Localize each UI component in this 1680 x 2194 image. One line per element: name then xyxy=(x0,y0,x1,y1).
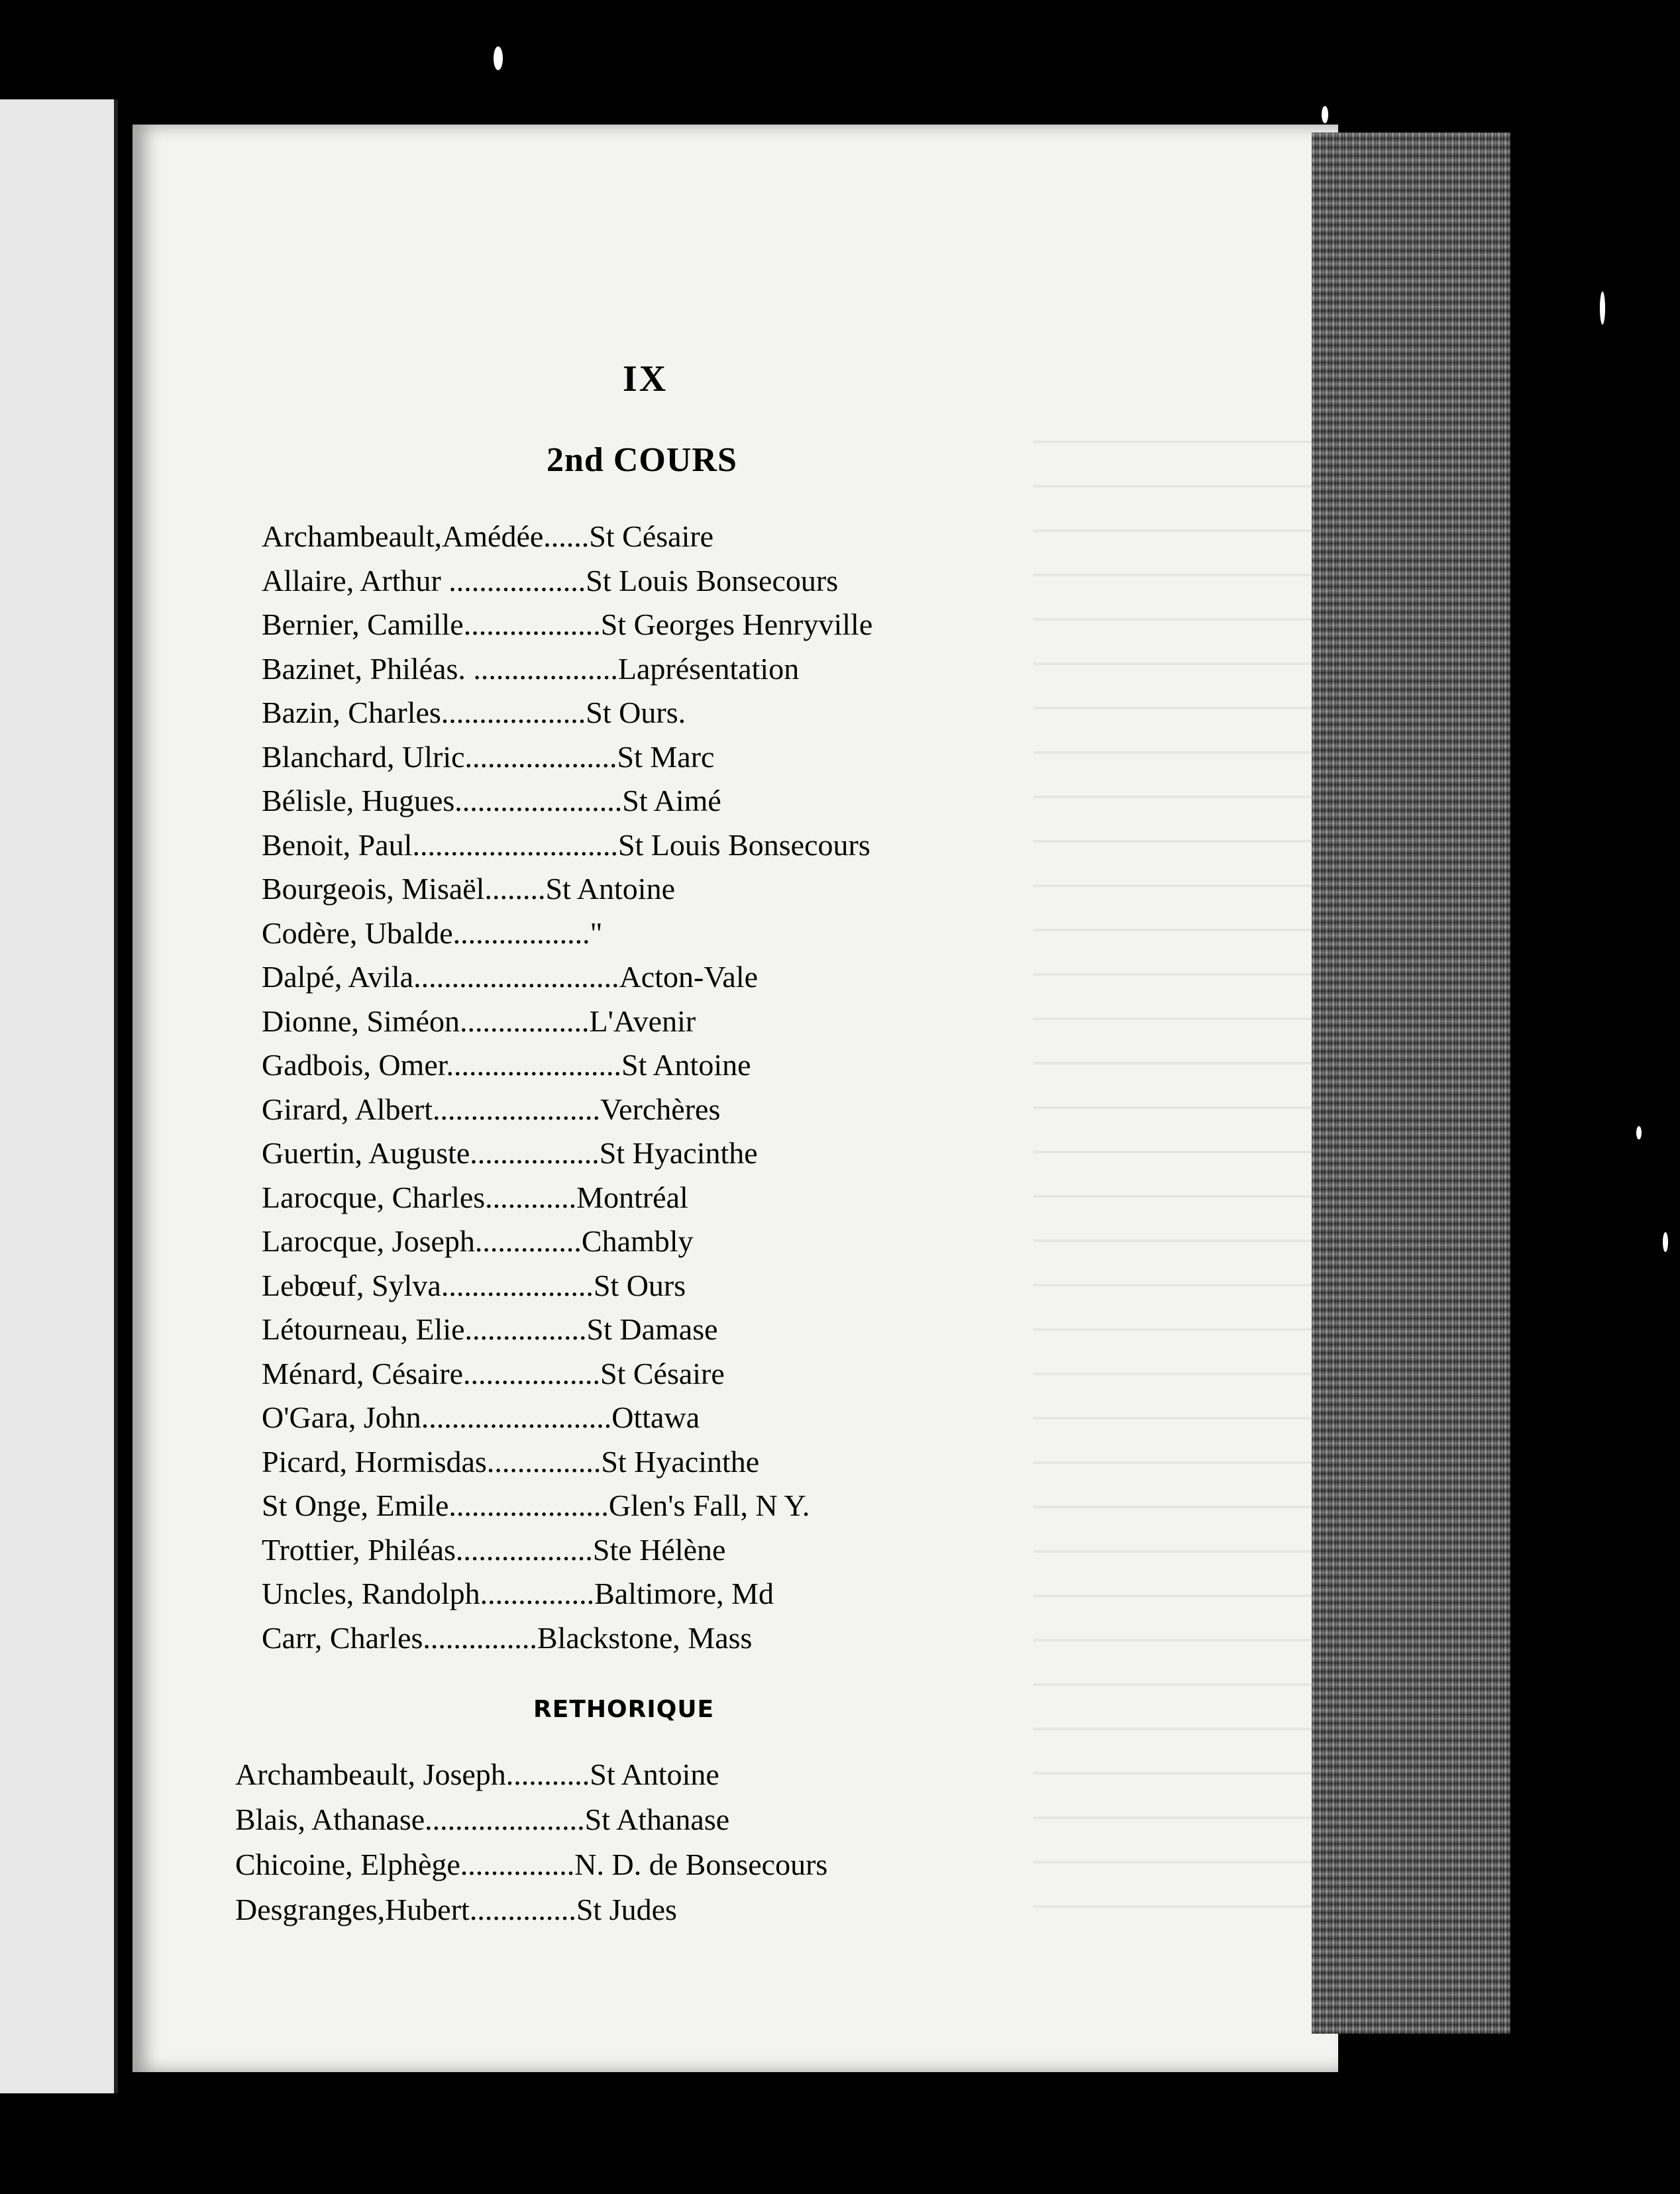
list-item: Bélisle, Hugues......................St Aimé xyxy=(262,784,721,817)
list-item: Trottier, Philéas..................Ste Hélène xyxy=(262,1532,726,1567)
list-item: Bazinet, Philéas. ...................Laprésentation xyxy=(262,651,800,686)
list-item: Bourgeois, Misaël........St Antoine xyxy=(262,872,675,906)
list-item: Bazin, Charles...................St Ours. xyxy=(262,696,686,729)
rethorique-heading: RETHORIQUE xyxy=(533,1696,715,1723)
list-item: Benoit, Paul...........................St Louis Bonsecours xyxy=(262,827,870,862)
rethorique-list xyxy=(235,1753,1083,1933)
list-item: Gadbois, Omer.......................St Antoine xyxy=(262,1048,751,1082)
list-item: Desgranges,Hubert..............St Judes xyxy=(235,1893,677,1926)
list-item: Larocque, Charles............Montréal xyxy=(262,1180,688,1214)
list-item: O'Gara, John.........................Ottawa xyxy=(262,1400,700,1434)
list-item: Dalpé, Avila...........................Acton-Vale xyxy=(262,960,759,994)
page-number: IX xyxy=(623,358,668,399)
list-item: Picard, Hormisdas...............St Hyacinthe xyxy=(262,1444,760,1479)
list-item: Archambeault, Joseph...........St Antoine xyxy=(235,1757,719,1791)
list-item: Ménard, Césaire..................St Césaire xyxy=(262,1356,725,1390)
section-heading: 2nd COURS xyxy=(547,441,737,479)
list-item: St Onge, Emile.....................Glen's Fall, N Y. xyxy=(262,1489,810,1522)
list-item: Lebœuf, Sylva....................St Ours xyxy=(262,1268,686,1302)
list-item: Archambeault,Amédée......St Césaire xyxy=(262,519,714,553)
list-item: Létourneau, Elie................St Damase xyxy=(262,1312,718,1346)
student-list xyxy=(262,515,1083,1660)
list-item: Blanchard, Ulric....................St Marc xyxy=(262,739,715,774)
list-item: Guertin, Auguste.................St Hyacinthe xyxy=(262,1136,758,1170)
list-item: Chicoine, Elphège...............N. D. de Bonsecours xyxy=(235,1848,828,1881)
list-item: Codère, Ubalde.................." xyxy=(262,915,603,950)
list-item: Girard, Albert......................Verchères xyxy=(262,1092,721,1126)
list-item: Carr, Charles...............Blackstone, Mass xyxy=(262,1620,753,1655)
list-item: Bernier, Camille..................St Georges Henryville xyxy=(262,607,873,641)
list-item: Dionne, Siméon.................L'Avenir xyxy=(262,1004,696,1038)
list-item: Larocque, Joseph..............Chambly xyxy=(262,1224,694,1258)
list-item: Blais, Athanase.....................St Athanase xyxy=(235,1802,730,1836)
list-item: Allaire, Arthur ..................St Louis Bonsecours xyxy=(262,563,839,598)
list-item: Uncles, Randolph...............Baltimore, Md xyxy=(262,1577,774,1610)
